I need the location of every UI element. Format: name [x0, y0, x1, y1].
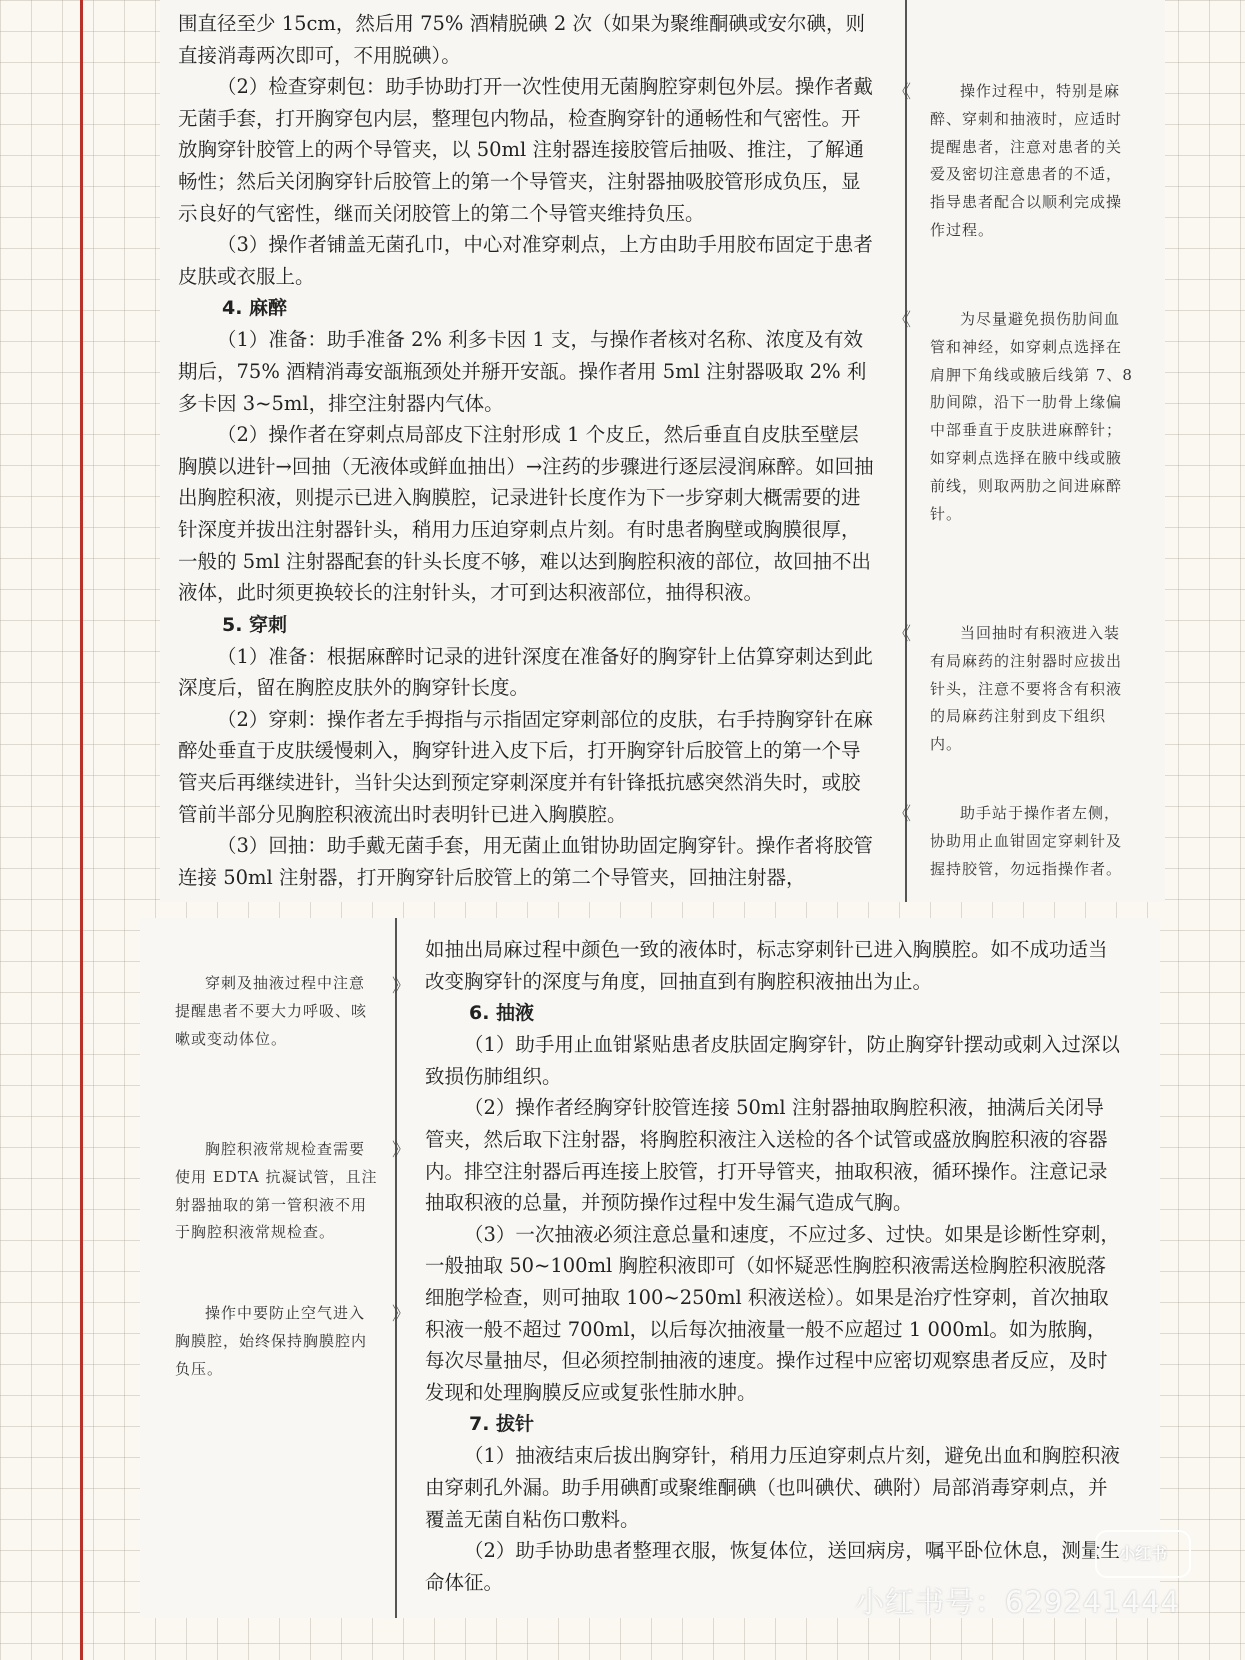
lower-main-text — [425, 934, 1122, 1598]
side-note: 助手站于操作者左侧，协助用止血钳固定穿刺针及握持胶管，勿远指操作者。 — [930, 804, 1123, 878]
watermark-logo: 小红书 — [1095, 1530, 1191, 1578]
side-note-marker: 《 — [893, 804, 911, 825]
side-note-marker: 《 — [893, 82, 911, 103]
side-note-marker: 》 — [392, 1140, 410, 1161]
watermark-id: 小红书号：629241444 — [855, 1585, 1181, 1619]
upper-main-text — [178, 8, 878, 893]
paragraph: 如抽出局麻过程中颜色一致的液体时，标志穿刺针已进入胸膜腔。如不成功适当改变胸穿针的深度与角度，回抽直到有胸腔积液抽出为止。 — [425, 938, 1108, 993]
section-heading-withdraw: 7. 拔针 — [469, 1413, 535, 1436]
paragraph: （3）回抽：助手戴无菌手套，用无菌止血钳协助固定胸穿针。操作者将胶管连接 50ml 注射器，打开胸穿针后胶管上的第二个导管夹，回抽注射器， — [178, 834, 873, 889]
paragraph: （2）操作者在穿刺点局部皮下注射形成 1 个皮丘，然后垂直自皮肤至壁层胸膜以进针→回抽（无液体或鲜血抽出）→注药的步骤进行逐层浸润麻醉。如回抽出胸腔积液，则提示已进入胸膜腔，记录进针长度作为下一步穿刺大概需要的进针深度并拔出注射器针头，稍用力压迫穿刺点片刻。有时患者胸壁或胸膜很厚，一般的 5ml 注射器配套的针头长度不够，难以达到胸腔积液的部位，故回抽不出液体，此时须更换较长的注射针头，才可到达积液部位，抽得积液。 — [178, 423, 874, 605]
paragraph: 围直径至少 15cm，然后用 75% 酒精脱碘 2 次（如果为聚维酮碘或安尔碘，则直接消毒两次即可，不用脱碘）。 — [178, 12, 865, 67]
paragraph: （2）检查穿刺包：助手协助打开一次性使用无菌胸腔穿刺包外层。操作者戴无菌手套，打开胸穿包内层，整理包内物品，检查胸穿针的通畅性和气密性。开放胸穿针胶管上的两个导管夹，以 50ml 注射器连接胶管后抽吸、推注，了解通畅性；然后关闭胸穿针后胶管上的第一个导管夹，注射器抽吸胶管形成负压，显示良好的气密性，继而关闭胶管上的第二个导管夹维持负压。 — [178, 75, 873, 225]
paragraph: （1）准备：助手准备 2% 利多卡因 1 支，与操作者核对名称、浓度及有效期后，75% 酒精消毒安瓿瓶颈处并掰开安瓿。操作者用 5ml 注射器吸取 2% 利多卡因 3~5ml，排空注射器内气体。 — [178, 328, 867, 415]
paragraph: （2）助手协助患者整理衣服，恢复体位，送回病房，嘱平卧位休息，测量生命体征。 — [425, 1539, 1120, 1594]
side-note: 胸腔积液常规检查需要使用 EDTA 抗凝试管，且注射器抽取的第一管积液不用于胸腔积液常规检查。 — [175, 1140, 378, 1242]
paragraph: （1）抽液结束后拔出胸穿针，稍用力压迫穿刺点片刻，避免出血和胸腔积液由穿刺孔外漏。助手用碘酊或聚维酮碘（也叫碘伏、碘附）局部消毒穿刺点，并覆盖无菌自粘伤口敷料。 — [425, 1444, 1120, 1531]
upper-column-rule — [905, 0, 907, 902]
section-heading-anesthesia: 4. 麻醉 — [222, 297, 288, 320]
paragraph: （3）操作者铺盖无菌孔巾，中心对准穿刺点，上方由助手用胶布固定于患者皮肤或衣服上。 — [178, 233, 873, 288]
side-note-marker: 》 — [392, 976, 410, 997]
section-heading-drainage: 6. 抽液 — [469, 1002, 535, 1025]
side-note: 操作中要防止空气进入胸膜腔，始终保持胸膜腔内负压。 — [175, 1304, 368, 1378]
section-heading-puncture: 5. 穿刺 — [222, 613, 288, 636]
paragraph: （2）穿刺：操作者左手拇指与示指固定穿刺部位的皮肤，右手持胸穿针在麻醉处垂直于皮肤缓慢刺入，胸穿针进入皮下后，打开胸穿针后胶管上的第一个导管夹后再继续进针，当针尖达到预定穿刺深度并有针锋抵抗感突然消失时，或胶管前半部分见胸腔积液流出时表明针已进入胸膜腔。 — [178, 707, 873, 826]
side-note-marker: 《 — [893, 624, 911, 645]
side-note: 当回抽时有积液进入装有局麻药的注射器时应拔出针头，注意不要将含有积液的局麻药注射到皮下组织内。 — [930, 624, 1123, 754]
paragraph: （1）准备：根据麻醉时记录的进针深度在准备好的胸穿针上估算穿刺达到此深度后，留在胸腔皮肤外的胸穿针长度。 — [178, 644, 873, 700]
side-note: 为尽量避免损伤肋间血管和神经，如穿刺点选择在肩胛下角线或腋后线第 7、8 肋间隙，沿下一肋骨上缘偏中部垂直于皮肤进麻醉针；如穿刺点选择在腋中线或腋前线，则取两肋之间进麻醉针。 — [930, 310, 1133, 523]
side-note: 操作过程中，特别是麻醉、穿刺和抽液时，应适时提醒患者，注意对患者的关爱及密切注意患者的不适，指导患者配合以顺利完成操作过程。 — [930, 82, 1123, 239]
paragraph: （2）操作者经胸穿针胶管连接 50ml 注射器抽取胸腔积液，抽满后关闭导管夹，然后取下注射器，将胸腔积液注入送检的各个试管或盛放胸腔积液的容器内。排空注射器后再连接上胶管，打开导管夹，抽取积液，循环操作。注意记录抽取积液的总量，并预防操作过程中发生漏气造成气胸。 — [425, 1096, 1108, 1215]
side-note-marker: 《 — [893, 310, 911, 331]
paragraph: （3）一次抽液必须注意总量和速度，不应过多、过快。如果是诊断性穿刺，一般抽取 50~100ml 胸腔积液即可（如怀疑恶性胸腔积液需送检胸腔积液脱落细胞学检查，则可抽取 100~250ml 积液送检）。如果是治疗性穿刺，首次抽取积液一般不超过 700ml，以后每次抽液量一般不应超过 1 000ml。如为脓胸，每次尽量抽尽，但必须控制抽液的速度。操作过程中应密切观察患者反应，及时发现和处理胸膜反应或复张性肺水肿。 — [425, 1222, 1120, 1404]
paragraph: （1）助手用止血钳紧贴患者皮肤固定胸穿针，防止胸穿针摆动或刺入过深以致损伤肺组织。 — [425, 1033, 1120, 1088]
notebook-margin-line — [80, 0, 83, 1660]
lower-column-rule — [395, 918, 397, 1618]
side-note: 穿刺及抽液过程中注意提醒患者不要大力呼吸、咳嗽或变动体位。 — [175, 974, 368, 1048]
side-note-marker: 》 — [392, 1304, 410, 1325]
